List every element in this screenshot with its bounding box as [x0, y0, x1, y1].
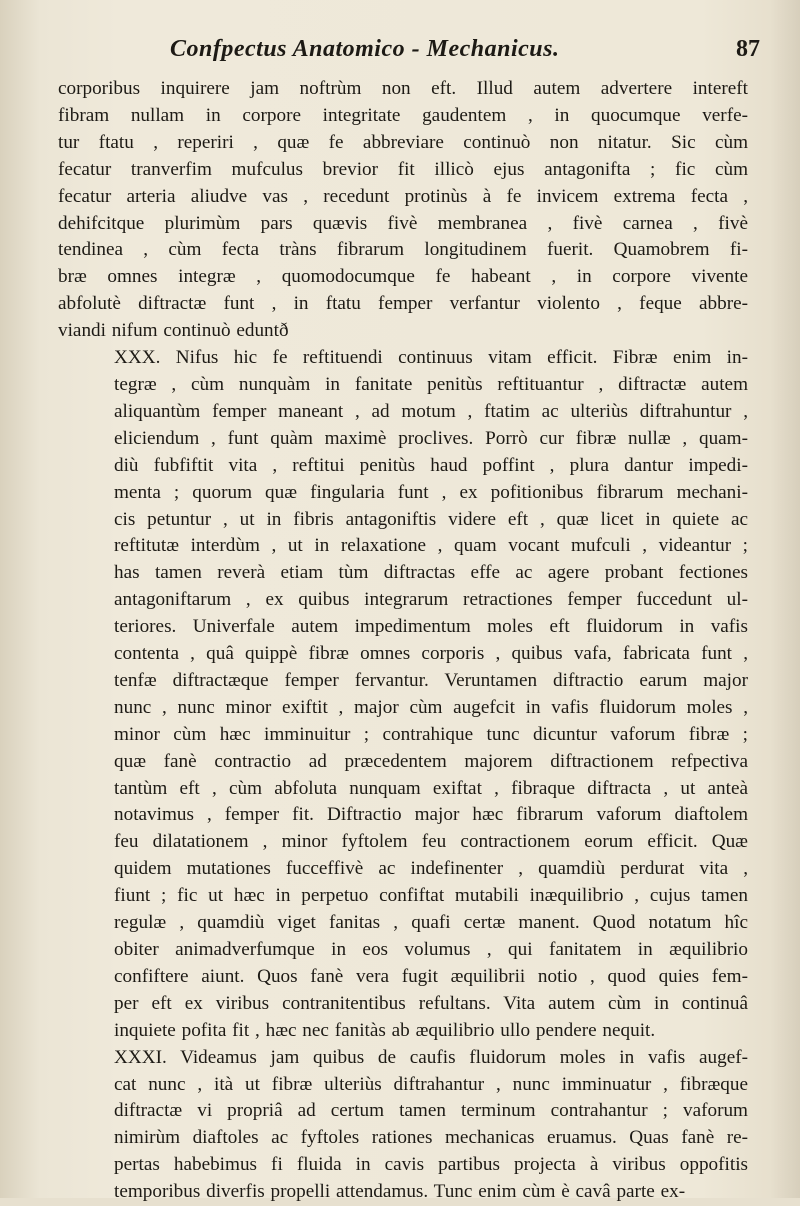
running-title: Confpectus Anatomico - Mechanicus.: [170, 36, 560, 62]
text-line: menta ; quorum quæ fingularia funt , ex pofitionibus fibrarum mechani-: [114, 481, 748, 503]
text-line: cis petuntur , ut in fibris antagoniftis videre eft , quæ licet in quiete ac: [114, 508, 748, 530]
text-line: quidem mutationes fucceffivè ac indefinenter , quamdiù perdurat vita ,: [114, 858, 748, 880]
text-line: fecatur arteria aliudve vas , recedunt protinùs à fe invicem extrema fecta ,: [58, 185, 748, 207]
text-line: viandi nifum continuò eduntð: [58, 320, 289, 342]
text-line: eliciendum , funt quàm maximè proclives. Porrò cur fibræ nullæ , quam-: [114, 427, 748, 449]
text-line: minor cùm hæc imminuitur ; contrahique tunc dicuntur vaforum fibræ ;: [114, 723, 748, 745]
page-number: 87: [736, 36, 760, 62]
text-line: pertas habebimus fi fluida in cavis partibus projecta à viribus oppofitis: [114, 1154, 748, 1176]
text-line: antagoniftarum , ex quibus integrarum retractiones femper fuccedunt ul-: [114, 589, 748, 611]
text-line: diftractæ vi propriâ ad certum tamen terminum contrahantur ; vaforum: [114, 1100, 748, 1122]
text-line: XXX. Nifus hic fe reftituendi continuus vitam efficit. Fibræ enim in-: [114, 347, 748, 369]
text-line: diù fubfiftit vita , reftitui penitùs haud poffint , plura dantur impedi-: [114, 454, 748, 476]
text-line: quæ fanè contractio ad præcedentem majorem diftractionem refpectiva: [114, 750, 748, 772]
text-line: corporibus inquirere jam noftrùm non eft. Illud autem advertere intereft: [58, 78, 748, 99]
text-line: tegræ , cùm nunquàm in fanitate penitùs reftituantur , diftractæ autem: [114, 373, 748, 395]
text-line: abfolutè diftractæ funt , in ftatu femper verfantur violento , feque abbre-: [58, 293, 748, 315]
text-line: tendinea , cùm fecta tràns fibrarum longitudinem fuerit. Quamobrem fi-: [58, 239, 748, 261]
text-line: fecatur tranverfim mufculus brevior fit illicò ejus antagonifta ; fic cùm: [58, 158, 748, 180]
text-line: tenfæ diftractæque femper fervantur. Veruntamen diftractio earum major: [114, 669, 748, 691]
text-line: tantùm eft , cùm abfoluta nunquam exiftat , fibraque diftracta , ut anteà: [114, 777, 748, 799]
text-line: notavimus , femper fit. Diftractio major hæc fibrarum vaforum diaftolem: [114, 804, 748, 826]
text-line: tur ftatu , reperiri , quæ fe abbreviare continuò non nitatur. Sic cùm: [58, 131, 748, 153]
text-line: inquiete pofita fit , hæc nec fanitàs ab æquilibrio ullo pendere nequit.: [114, 1019, 656, 1041]
text-line: nimirùm diaftoles ac fyftoles rationes mechanicas eruamus. Quas fanè re-: [114, 1127, 748, 1149]
text-line: nunc , nunc minor exiftit , major cùm augefcit in vafis fluidorum moles ,: [114, 696, 748, 718]
page-header: [170, 36, 760, 68]
text-line: obiter animadverfumque in eos volumus , qui fanitatem in æquilibrio: [114, 939, 748, 960]
paragraph-section: [58, 1045, 748, 1206]
paragraph-section: [58, 345, 748, 1045]
text-line: cat nunc , ità ut fibræ ulteriùs diftrahantur , nunc imminuatur , fibræque: [114, 1073, 748, 1095]
text-line: fibram nullam in corpore integritate gaudentem , in quocumque verfe-: [58, 104, 748, 126]
page-edge-shadow: [770, 0, 800, 1198]
text-line: feu dilatationem , minor fyftolem feu contractionem eorum efficit. Quæ: [114, 831, 748, 853]
text-line: has tamen reverà etiam tùm diftractas effe ac agere probant fectiones: [114, 562, 748, 584]
paragraph-continued: [58, 76, 748, 345]
text-line: regulæ , quamdiù viget fanitas , quafi certæ manent. Quod notatum hîc: [114, 912, 748, 934]
text-line: reftitutæ interdùm , ut in relaxatione , quam vocant mufculi , videantur ;: [114, 535, 748, 557]
text-line: dehifcitque plurimùm pars quævis fivè membranea , fivè carnea , fivè: [58, 212, 748, 234]
text-line: contenta , quâ quippè fibræ omnes corporis , quibus vafa, fabricata funt ,: [114, 643, 748, 665]
text-line: fiunt ; fic ut hæc in perpetuo confiftat mutabili inæquilibrio , cujus tamen: [114, 885, 748, 907]
body-text: [58, 76, 748, 1206]
text-line: teriores. Univerfale autem impedimentum moles eft fluidorum in vafis: [114, 616, 748, 638]
text-line: bræ omnes integræ , quomodocumque fe habeant , in corpore vivente: [58, 266, 748, 288]
text-line: XXXI. Videamus jam quibus de caufis fluidorum moles in vafis augef-: [114, 1046, 748, 1068]
text-line: confiftere aiunt. Quos fanè vera fugit æquilibrii notio , quod quies fem-: [114, 965, 748, 987]
text-line: temporibus diverfis propelli attendamus. Tunc enim cùm è cavâ parte ex-: [114, 1181, 686, 1203]
text-line: per eft ex viribus contranitentibus refultans. Vita autem cùm in continuâ: [114, 992, 748, 1014]
text-line: aliquantùm femper maneant , ad motum , ftatim ac ulteriùs diftrahuntur ,: [114, 400, 748, 422]
